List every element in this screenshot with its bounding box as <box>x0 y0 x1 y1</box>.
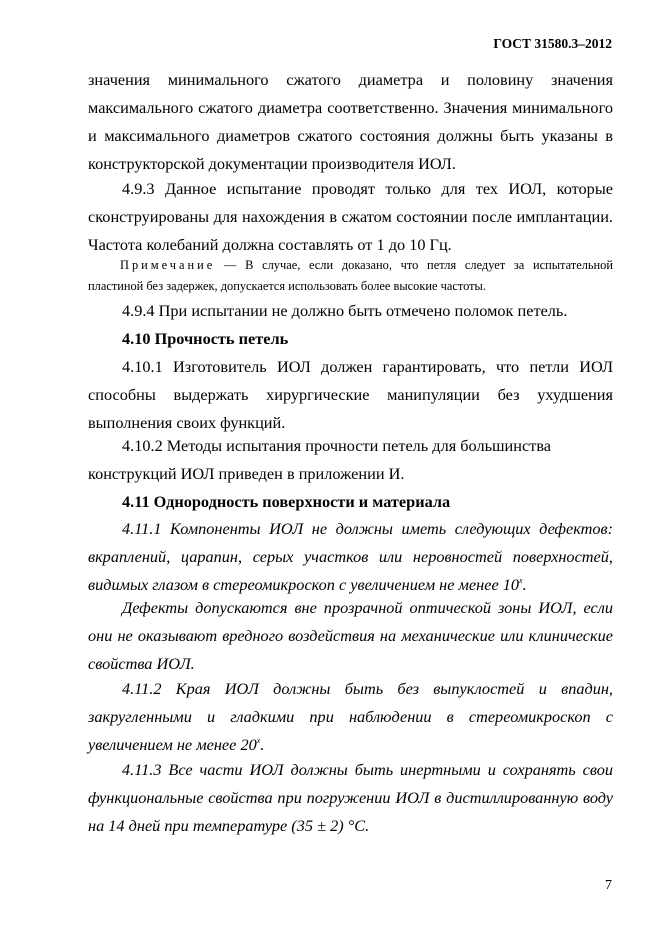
note-text: — В случае, если доказано, что петля следует за испытательной пластиной без задержек, допускается использовать более высокие частоты. <box>88 258 613 293</box>
standard-header: ГОСТ 31580.3–2012 <box>493 36 612 51</box>
section-heading-4-10: 4.10 Прочность петель <box>122 329 289 348</box>
paragraph-defects: Дефекты допускаются вне прозрачной оптической зоны ИОЛ, если они не оказывают вредного воздействия на механические или клинические свойства ИОЛ. <box>88 598 613 673</box>
paragraph-4-11-2-end: . <box>260 735 265 754</box>
paragraph-4-9-3: 4.9.3 Данное испытание проводят только для тех ИОЛ, которые сконструированы для нахождения в сжатом состоянии после имплантации. Частота колебаний должна составлять от 1 до 10 Гц. <box>88 179 613 254</box>
paragraph-4-11-1-end: . <box>522 575 527 594</box>
paragraph-4-11-1-text: 4.11.1 Компоненты ИОЛ не должны иметь следующих дефектов: вкраплений, царапин, серых участков или неровностей поверхностей, видимых глазом в стереомикроскоп с увеличением не менее 10 <box>88 519 613 594</box>
magnification-sup-2: x <box>256 735 261 745</box>
paragraph-4-10-1: 4.10.1 Изготовитель ИОЛ должен гарантировать, что петли ИОЛ способны выдержать хирургические манипуляции без ухудшения выполнения своих функций. <box>88 357 613 432</box>
paragraph-4-11-2-text: 4.11.2 Края ИОЛ должны быть без выпуклостей и впадин, закругленными и гладкими при наблюдении в стереомикроскоп с увеличением не менее 20 <box>88 679 613 754</box>
paragraph-4-10-2-line2: конструкций ИОЛ приведен в приложении И. <box>88 464 405 483</box>
paragraph-4-11-3: 4.11.3 Все части ИОЛ должны быть инертными и сохранять свои функциональные свойства при погружении ИОЛ в дистиллированную воду на 14 дней при температуре (35 ± 2) °С. <box>88 760 613 835</box>
page-number: 7 <box>605 878 612 893</box>
magnification-sup: x <box>519 575 523 585</box>
paragraph-compressed-diameter: значения минимального сжатого диаметра и половину значения максимального сжатого диаметра соответственно. Значения минимального и максимального диаметров сжатого состояния должны быть указаны в конструкторской документации производителя ИОЛ. <box>88 70 613 173</box>
note-label: Примечание <box>120 258 216 272</box>
paragraph-4-9-4: 4.9.4 При испытании не должно быть отмечено поломок петель. <box>122 301 568 320</box>
note-block <box>88 255 613 297</box>
paragraph-4-11-1 <box>88 515 613 599</box>
paragraph-4-11-2 <box>88 675 613 759</box>
paragraph-4-10-2-line1: 4.10.2 Методы испытания прочности петель для большинства <box>122 436 552 455</box>
section-heading-4-11: 4.11 Однородность поверхности и материала <box>122 492 451 511</box>
